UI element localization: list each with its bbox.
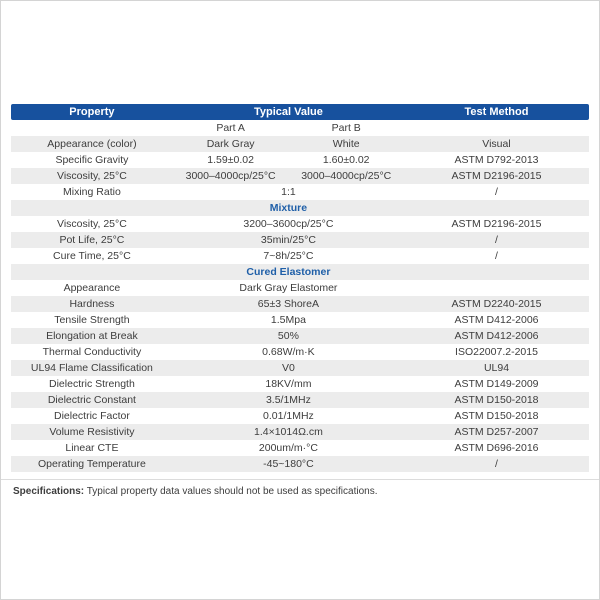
test-method-cell: / — [495, 250, 498, 262]
table-row — [11, 376, 589, 392]
property-cell: Linear CTE — [65, 442, 119, 454]
column-header-property: Property — [69, 106, 115, 118]
typical-value-cell: 1.4×1014Ω.cm — [253, 426, 323, 438]
spec-table — [11, 104, 589, 472]
test-method-cell: ASTM D150-2018 — [454, 410, 539, 422]
test-method-cell: ASTM D2196-2015 — [451, 218, 542, 230]
typical-value-cell — [173, 122, 404, 134]
property-cell: Dielectric Constant — [47, 394, 136, 406]
part-a-value: 1.59±0.02 — [207, 154, 254, 166]
property-cell: Hardness — [69, 298, 115, 310]
table-row — [11, 280, 589, 296]
table-row — [11, 216, 589, 232]
table-row — [11, 168, 589, 184]
section-title: Mixture — [269, 202, 308, 214]
property-cell: Operating Temperature — [38, 458, 146, 470]
table-row — [11, 232, 589, 248]
property-cell: Dielectric Strength — [49, 378, 135, 390]
test-method-cell: ASTM D149-2009 — [454, 378, 539, 390]
typical-value-cell: 0.68W/m·K — [262, 346, 315, 358]
section-header-row — [11, 200, 589, 216]
typical-value-cell — [173, 154, 404, 166]
typical-value-cell — [173, 170, 404, 182]
property-cell: Elongation at Break — [46, 330, 138, 342]
property-cell: Appearance (color) — [47, 138, 137, 150]
table-row — [11, 408, 589, 424]
table-row — [11, 440, 589, 456]
test-method-cell: ASTM D257-2007 — [454, 426, 539, 438]
parts-subheader-row — [11, 120, 589, 136]
table-row — [11, 328, 589, 344]
property-cell: Viscosity, 25°C — [57, 218, 127, 230]
part-b-value: White — [332, 138, 360, 150]
property-cell: Specific Gravity — [55, 154, 129, 166]
test-method-cell: ASTM D150-2018 — [454, 394, 539, 406]
table-row — [11, 312, 589, 328]
typical-value-cell: 0.01/1MHz — [263, 410, 314, 422]
property-cell: Appearance — [63, 282, 121, 294]
table-body — [11, 120, 589, 472]
part-a-value: Dark Gray — [206, 138, 255, 150]
table-row — [11, 184, 589, 200]
test-method-cell: / — [495, 458, 498, 470]
test-method-cell: / — [495, 186, 498, 198]
typical-value-cell: 7~8h/25°C — [263, 250, 314, 262]
part-b-value: 3000–4000cp/25°C — [301, 170, 392, 182]
section-header-row — [11, 264, 589, 280]
typical-value-cell: 18KV/mm — [265, 378, 312, 390]
typical-value-cell — [173, 138, 404, 150]
property-cell: Pot Life, 25°C — [59, 234, 125, 246]
property-cell: Volume Resistivity — [49, 426, 135, 438]
test-method-cell: ASTM D696-2016 — [454, 442, 539, 454]
property-cell: Tensile Strength — [54, 314, 130, 326]
part-b-value: 1.60±0.02 — [322, 154, 370, 166]
test-method-cell: / — [495, 234, 498, 246]
typical-value-cell: 1.5Mpa — [270, 314, 306, 326]
typical-value-cell: 50% — [277, 330, 299, 342]
test-method-cell: ASTM D2196-2015 — [451, 170, 542, 182]
property-cell: Mixing Ratio — [63, 186, 121, 198]
test-method-cell: ISO22007.2-2015 — [455, 346, 538, 358]
test-method-cell: ASTM D412-2006 — [454, 330, 539, 342]
test-method-cell: Visual — [482, 138, 511, 150]
table-row — [11, 296, 589, 312]
column-header-typical-value: Typical Value — [253, 106, 323, 118]
property-cell: Thermal Conductivity — [42, 346, 142, 358]
table-row — [11, 456, 589, 472]
typical-value-cell: 3200–3600cp/25°C — [243, 218, 334, 230]
typical-value-cell: 65±3 ShoreA — [257, 298, 320, 310]
test-method-cell: ASTM D792-2013 — [454, 154, 539, 166]
typical-value-cell: 1:1 — [281, 186, 296, 198]
table-row — [11, 424, 589, 440]
table-row — [11, 248, 589, 264]
table-row — [11, 136, 589, 152]
table-row — [11, 152, 589, 168]
property-cell: Viscosity, 25°C — [57, 170, 127, 182]
test-method-cell: ASTM D2240-2015 — [451, 298, 542, 310]
typical-value-cell: -45~180°C — [263, 458, 314, 470]
column-header-test-method: Test Method — [464, 106, 529, 118]
footer-note — [1, 479, 599, 497]
test-method-cell: UL94 — [483, 362, 510, 374]
table-row — [11, 360, 589, 376]
table-header-row — [11, 104, 589, 120]
part-a-label: Part A — [216, 122, 245, 134]
property-cell: Dielectric Factor — [53, 410, 130, 422]
typical-value-cell: 35min/25°C — [260, 234, 316, 246]
table-row — [11, 392, 589, 408]
typical-value-cell: Dark Gray Elastomer — [239, 282, 338, 294]
part-a-value: 3000–4000cp/25°C — [185, 170, 276, 182]
part-b-label: Part B — [331, 122, 361, 134]
typical-value-cell: V0 — [282, 362, 295, 374]
table-row — [11, 344, 589, 360]
typical-value-cell: 3.5/1MHz — [265, 394, 311, 406]
typical-value-cell: 200um/m·°C — [258, 442, 318, 454]
test-method-cell: ASTM D412-2006 — [454, 314, 539, 326]
footer-note-text: Typical property data values should not be used as specifications. — [86, 486, 378, 497]
section-title: Cured Elastomer — [246, 266, 331, 278]
footer-note-label: Specifications: — [13, 486, 85, 497]
property-cell: Cure Time, 25°C — [53, 250, 131, 262]
property-cell: UL94 Flame Classification — [30, 362, 153, 374]
